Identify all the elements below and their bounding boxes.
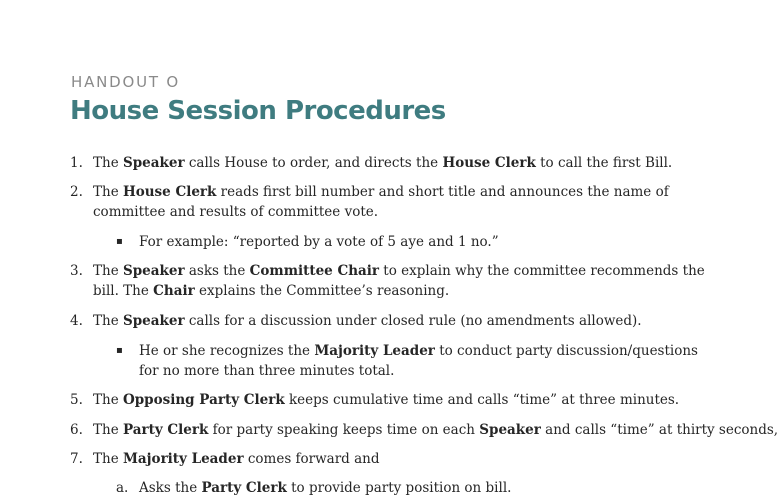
text-run: to explain why the committee recommends the bill. The <box>93 263 705 299</box>
text-run: The <box>93 392 123 408</box>
text-run: to conduct party discussion/questions for no more than three minutes total. <box>139 343 698 379</box>
item-text <box>93 311 723 331</box>
handout-label: HANDOUT O <box>71 73 181 91</box>
bold-term: Speaker <box>122 155 185 171</box>
text-run: explains the Committee’s reasoning. <box>194 283 450 299</box>
text-run: keeps cumulative time and calls “time” at three minutes. <box>284 392 680 408</box>
text-run: asks the <box>184 263 250 279</box>
text-run: Asks the <box>139 480 202 496</box>
item-number: 2. <box>70 184 83 200</box>
bold-term: Opposing Party Clerk <box>122 392 285 408</box>
text-run: calls for a discussion under closed rule (no amendments allowed). <box>184 313 642 329</box>
text-run: The <box>93 313 123 329</box>
text-run: For example: “reported by a vote of 5 aye and 1 no.” <box>139 234 499 250</box>
bold-term: House Clerk <box>442 155 536 171</box>
bold-term: Speaker <box>122 263 185 279</box>
item-text <box>93 182 713 222</box>
item-number: 1. <box>70 155 83 171</box>
text-run: calls House to order, and directs the <box>184 155 443 171</box>
item-text <box>139 232 729 252</box>
item-number: 5. <box>70 392 83 408</box>
bold-term: House Clerk <box>122 184 217 200</box>
item-number: 6. <box>70 422 83 438</box>
item-text <box>93 390 723 410</box>
text-run: He or she recognizes the <box>139 343 315 359</box>
item-text <box>139 478 729 498</box>
item-number: 3. <box>70 263 83 279</box>
bullet-marker: ▪ <box>116 345 123 356</box>
text-run: for party speaking keeps time on each <box>208 422 480 438</box>
bold-term: Chair <box>153 283 195 299</box>
bold-term: Party Clerk <box>201 480 287 496</box>
item-text <box>93 261 718 301</box>
sub-item-letter: a. <box>116 480 129 496</box>
text-run: comes forward and <box>243 451 380 467</box>
bold-term: Majority Leader <box>122 451 244 467</box>
text-run: The <box>93 184 123 200</box>
item-number: 7. <box>70 451 83 467</box>
text-run: reads first bill number and short title and announces the name of committee and results of committee vote. <box>93 184 669 220</box>
text-run: The <box>93 263 123 279</box>
text-run: The <box>93 451 123 467</box>
text-run: and calls “time” at thirty seconds, <box>540 422 779 438</box>
item-text <box>93 420 779 440</box>
item-number: 4. <box>70 313 83 329</box>
text-run: The <box>93 155 123 171</box>
item-text <box>93 153 723 173</box>
bold-term: Speaker <box>122 313 185 329</box>
bold-term: Majority Leader <box>314 343 435 359</box>
page-title: House Session Procedures <box>70 96 446 126</box>
text-run: The <box>93 422 123 438</box>
bold-term: Committee Chair <box>249 263 380 279</box>
bullet-marker: ▪ <box>116 236 123 247</box>
item-text <box>139 341 699 381</box>
item-text <box>93 449 723 469</box>
text-run: to call the first Bill. <box>535 155 673 171</box>
bold-term: Party Clerk <box>122 422 209 438</box>
bold-term: Speaker <box>479 422 541 438</box>
text-run: to provide party position on bill. <box>286 480 512 496</box>
